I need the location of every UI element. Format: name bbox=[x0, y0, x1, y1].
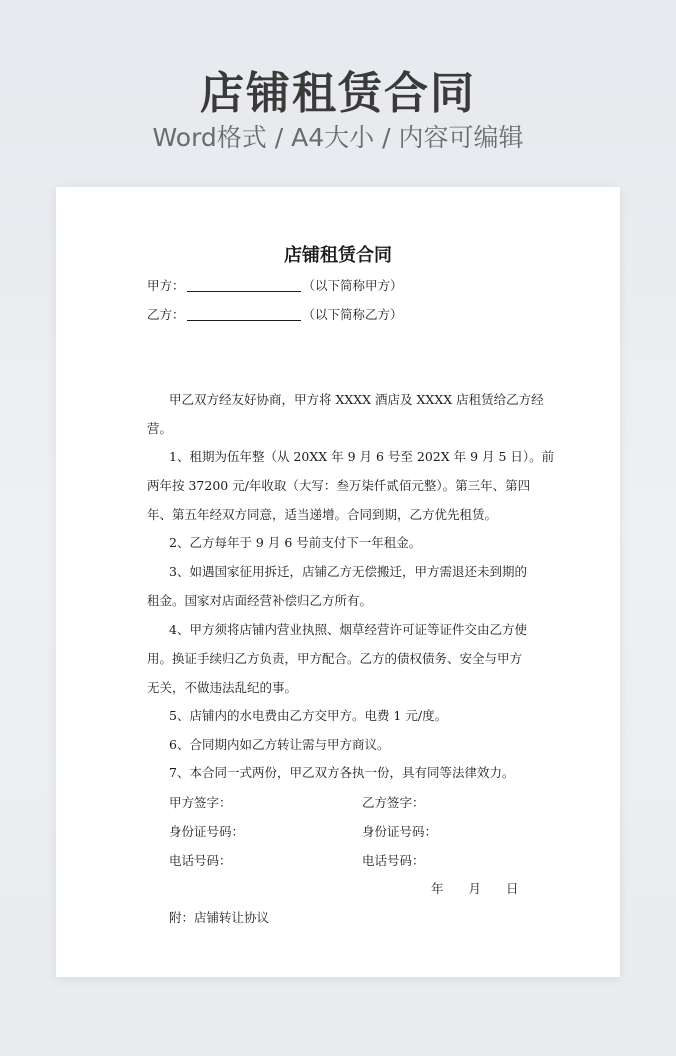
party-b-label: 乙方： bbox=[147, 307, 185, 322]
clause-line: 6、合同期内如乙方转让需与甲方商议。 bbox=[169, 737, 390, 752]
party-a-id-label: 身份证号码： bbox=[169, 824, 245, 839]
party-b-blank bbox=[187, 308, 301, 321]
clause-4 bbox=[147, 616, 531, 702]
clause-line: 1、租期为伍年整（从 20XX 年 9 月 6 号至 202X 年 9 月 5 日）。前 bbox=[169, 449, 555, 464]
party-b-id-label: 身份证号码： bbox=[362, 824, 438, 839]
intro-line: 营。 bbox=[147, 420, 173, 436]
party-b-phone-label: 电话号码： bbox=[362, 853, 425, 868]
party-b-line bbox=[147, 305, 403, 323]
clause-5 bbox=[147, 702, 531, 731]
clause-3 bbox=[147, 558, 531, 616]
party-a-blank bbox=[187, 279, 301, 292]
party-b-signature-label: 乙方签字： bbox=[362, 795, 425, 810]
clause-line: 2、乙方每年于 9 月 6 号前支付下一年租金。 bbox=[169, 535, 422, 550]
clause-line: 租金。国家对店面经营补偿归乙方所有。 bbox=[147, 592, 373, 608]
attachment-note: 附：店铺转让协议 bbox=[169, 910, 270, 925]
party-a-signature-label: 甲方签字： bbox=[169, 795, 232, 810]
clause-2 bbox=[147, 529, 531, 558]
clause-line: 两年按 37200 元/年收取（大写：叁万柒仟贰佰元整）。第三年、第四 bbox=[147, 477, 531, 493]
clause-line: 用。换证手续归乙方负责，甲方配合。乙方的债权债务、安全与甲方 bbox=[147, 650, 523, 666]
clause-line: 3、如遇国家征用拆迁，店铺乙方无偿搬迁，甲方需退还未到期的 bbox=[169, 564, 527, 579]
intro-paragraph bbox=[147, 386, 544, 444]
clause-6 bbox=[147, 731, 531, 760]
document-title: 店铺租赁合同 bbox=[284, 245, 392, 266]
clause-line: 无关，不做违法乱纪的事。 bbox=[147, 679, 298, 695]
clause-line: 4、甲方须将店铺内营业执照、烟草经营许可证等证件交由乙方使 bbox=[169, 622, 527, 637]
party-a-label: 甲方： bbox=[147, 278, 185, 293]
clause-7 bbox=[147, 759, 531, 788]
banner-subtitle: Word格式 / A4大小 / 内容可编辑 bbox=[152, 123, 524, 152]
clause-1 bbox=[147, 443, 555, 529]
clause-line: 7、本合同一式两份，甲乙双方各执一份，具有同等法律效力。 bbox=[169, 765, 515, 780]
party-a-line bbox=[147, 276, 403, 294]
party-a-phone-label: 电话号码： bbox=[169, 853, 232, 868]
clause-line: 年、第五年经双方同意，适当递增。合同到期，乙方优先租赁。 bbox=[147, 506, 498, 522]
clause-line: 5、店铺内的水电费由乙方交甲方。电费 1 元/度。 bbox=[169, 708, 448, 723]
banner-title: 店铺租赁合同 bbox=[200, 68, 476, 119]
party-a-note: （以下简称甲方） bbox=[302, 278, 403, 293]
date-line: 年 月 日 bbox=[431, 881, 519, 896]
party-b-note: （以下简称乙方） bbox=[302, 307, 403, 322]
intro-line: 甲乙双方经友好协商，甲方将 XXXX 酒店及 XXXX 店租赁给乙方经 bbox=[169, 392, 544, 407]
document-page bbox=[56, 187, 620, 977]
